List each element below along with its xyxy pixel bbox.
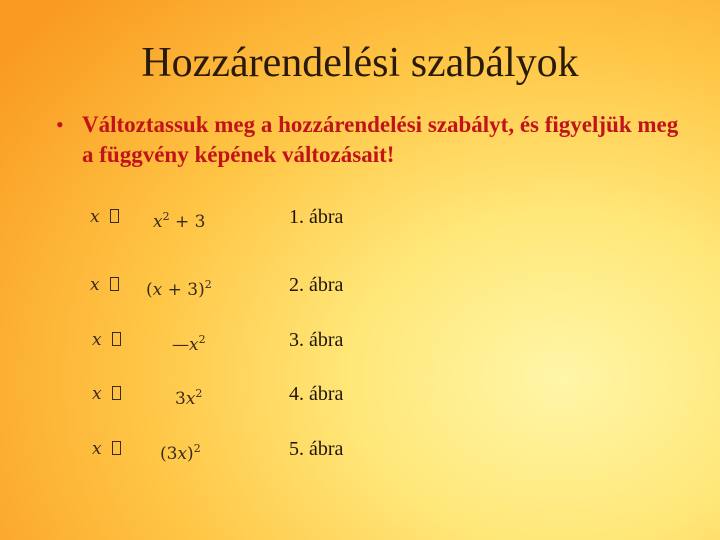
missing-glyph-icon: [112, 332, 121, 346]
rule-lhs: x: [90, 268, 119, 302]
rule-row-2: [0, 268, 720, 302]
rule-rhs: $3x^2$: [175, 387, 203, 409]
missing-glyph-icon: [112, 441, 121, 455]
rule-rhs: $—x^2$: [172, 333, 206, 355]
missing-glyph-icon: [110, 209, 119, 223]
figure-label: 1. ábra: [289, 206, 344, 228]
rule-rhs: $(x + 3)^2$: [146, 278, 212, 300]
figure-label: 4. ábra: [289, 383, 344, 405]
figure-label: 2. ábra: [289, 274, 344, 296]
rule-rhs: $x^2 + 3$: [153, 210, 206, 232]
bullet-icon: •: [56, 112, 64, 137]
figure-label: 3. ábra: [289, 329, 344, 351]
bullet-text: Változtassuk meg a hozzárendelési szabályt, és figyeljük meg a függvény képének változásait!: [82, 112, 679, 167]
rule-lhs: x: [92, 432, 121, 466]
rule-rhs: $(3x)^2$: [160, 442, 201, 464]
missing-glyph-icon: [110, 277, 119, 291]
rule-row-4: [0, 377, 720, 411]
figure-label: 5. ábra: [289, 438, 344, 460]
rule-lhs: x: [92, 323, 121, 357]
rule-row-3: [0, 323, 720, 357]
rule-lhs: x: [90, 200, 119, 234]
rule-lhs: x: [92, 377, 121, 411]
rule-row-1: [0, 200, 720, 234]
rule-row-5: [0, 432, 720, 466]
slide-title: Hozzárendelési szabályok: [141, 40, 579, 86]
missing-glyph-icon: [112, 386, 121, 400]
